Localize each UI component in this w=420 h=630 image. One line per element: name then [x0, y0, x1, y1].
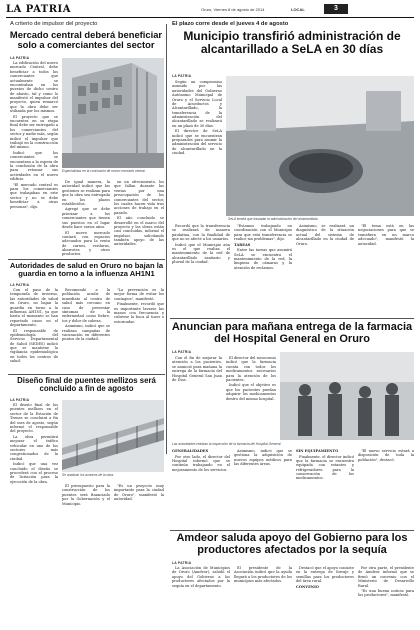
article-body	[10, 403, 58, 625]
photo-caption: SeLA tendrá que trasladar la administración del alcantarillado.	[228, 217, 319, 221]
subheading: SIN EQUIPAMIENTO	[296, 449, 339, 453]
bridge-illustration	[62, 400, 164, 472]
article-body	[296, 224, 354, 316]
section-divider	[170, 530, 414, 531]
pharmacy-illustration	[280, 352, 414, 440]
section-divider	[170, 318, 414, 319]
paragraph: Indicó que una vez concluido el diseño se procederá con el proceso de licitación para la ejecución de la obra.	[10, 462, 58, 484]
headline: Autoridades de salud en Oruro no bajan la guardia en torno a la influenza AH1N1	[9, 261, 164, 279]
article-body	[234, 224, 292, 316]
headline: Municipio transfirió administración de alcantarillado a SeLA en 30 días	[183, 29, 401, 56]
article-body	[10, 61, 58, 221]
article-body	[62, 484, 110, 625]
paragraph: "El mercado central es para los comerciantes que trabajaban en este sector y no se debe beneficiar a otras personas", dijo.	[10, 182, 58, 209]
paragraph: Indicó que el Municipio aún es el que realiza el mantenimiento de la red de alcantarillado sanitario y pluvial de la ciudad.	[172, 242, 230, 265]
article-body	[358, 566, 414, 626]
photo-caption: Especialistas en la conclusión de nuevo mercado central.	[62, 169, 146, 173]
article-body	[114, 484, 164, 625]
photo-caption: Se analizan los avances de la obra.	[62, 473, 115, 477]
article-body	[172, 449, 230, 529]
subheading: CONVENIO	[296, 584, 319, 589]
section-divider	[8, 374, 165, 375]
headline: Anuncian para mañana entrega de la farmacia del Hospital General en Oruro	[171, 321, 413, 345]
paragraph: Asimismo, indicó que se gestiona la adquisición de nuevos equipos médicos para las diferentes áreas.	[234, 449, 292, 467]
paragraph: Finalmente, recordó que es importante lavarse las manos con frecuencia y cubrirse la boca al toser o estornudar.	[114, 302, 164, 324]
column-divider	[166, 24, 167, 454]
paragraph: El director de SeLA indicó que se encuentran preparados para asumir la administración del servicio de alcantarillado en la ciudad.	[172, 129, 222, 156]
bridge-photo	[62, 400, 164, 472]
paragraph: "Estamos trabajando en coordinación con el Municipio para que esta transferencia se realice sin problemas", dijo.	[234, 224, 292, 242]
kicker: El plazo corre desde el jueves 4 de agosto	[172, 21, 289, 27]
page-number: 3	[324, 4, 348, 14]
paragraph: "Es una buena noticia para los productores", manifestó.	[358, 589, 414, 598]
paragraph: "La prevención es la mejor forma de evitar los contagios", manifestó.	[114, 288, 164, 301]
byline-tag: LA PATRIA	[10, 283, 30, 287]
byline-tag: LA PATRIA	[10, 398, 30, 402]
paragraph: Agregó que se debe priorizar a los comerciantes que tienen sus puestos en el lugar desde hace varios años.	[62, 207, 110, 229]
paragraph: La Asociación de Municipios de Oruro (Amdeor), saludó el apoyo del Gobierno a los productores afectados por la sequía en el departamento.	[172, 566, 230, 588]
paragraph: La obra permitirá mejorar el tráfico vehicular en uno de los sectores más congestionados de la ciudad.	[10, 434, 58, 461]
headline: Diseño final de puentes mellizos será concluido a fin de agosto	[17, 376, 156, 394]
paragraph: La edificación del nuevo mercado Central, debe beneficiar a todos los comerciantes que actualmente se encontraban en los puestos de dicho centro de abasto, tal y como lo manifestó el impulsor del proyecto, quien remarcó que la obra debe ser utilizada por los mismos.	[10, 61, 58, 114]
article-body	[358, 224, 414, 316]
kicker: A criterio de impulsor del proyecto	[10, 21, 98, 27]
paragraph: El presupuesto para la construcción de los puentes será financiado por la Gobernación y el Municipio.	[62, 484, 110, 506]
article-body	[62, 288, 110, 372]
paragraph: en un ofrecimiento, los que fallan durante las ventas por una preocupación de los comerciantes del sector, los cuales hacen vida tras acciones de trabajo en el pasado.	[114, 180, 164, 215]
paragraph: Indicó que el objetivo es que los pacientes puedan adquirir los medicamentos dentro del mismo hospital.	[226, 383, 276, 401]
byline-tag: LA PATRIA	[172, 350, 192, 354]
article-body	[358, 449, 414, 529]
paragraph: Según un compromiso asumido por las autoridades del Gobierno Autónomo Municipal de Oruro y el Servicio Local de Acueductos y Alcantarillado, la transferencia de la administración del alcantarillado se realizará en un plazo de 30 días.	[172, 80, 222, 128]
article-body	[172, 224, 230, 316]
subheading: TAREAS	[234, 242, 251, 247]
paragraph: "El tema está en las negociaciones para que se transfiera en un marco adecuado", manifestó la autoridad.	[358, 224, 414, 246]
article-body	[234, 449, 292, 529]
paragraph: Entre las tareas que asumirá SeLA se encuentra el mantenimiento de la red, la limpieza de cámaras y la atención de reclamos.	[234, 248, 292, 270]
paragraph: Destacó que el apoyo consiste en la entrega de forraje y semillas para los productores del área rural.	[296, 566, 354, 584]
sewer-illustration	[226, 76, 414, 216]
byline-tag: LA PATRIA	[10, 56, 30, 60]
paragraph: El presidente de la Asociación indicó que la ayuda llegará a los productores de los municipios más afectados.	[234, 566, 292, 584]
sewer-photo	[226, 76, 414, 216]
paragraph: "El nuevo servicio estará a disposición de toda la población", destacó.	[358, 449, 414, 462]
photo-caption: Las autoridades realizan la inspección de la farmacia del Hospital General.	[172, 442, 282, 446]
paragraph: Por otra parte, el presidente de Amdeor informó que se firmó un convenio con el Ministerio de Desarrollo Rural.	[358, 566, 414, 588]
subheading: GENERALIDADES	[172, 449, 209, 453]
paragraph: De igual manera, la autoridad indicó que las gestiones se realizan para que la obra sea entregada en los plazos establecidos.	[62, 180, 110, 206]
headline: Amdeor saluda apoyo del Gobierno para los productores afectados por la sequía	[176, 532, 408, 556]
byline-tag: LA PATRIA	[172, 74, 192, 78]
paragraph: Con el paso de la temporada de invierno, las autoridades de salud en Oruro, no bajan la guardia en torno a la influenza AH1N1, ya que hasta el momento se han reportado casos en el departamento.	[10, 288, 58, 327]
paragraph: El diseño final de los puentes mellizos en el sector de la Estación de Trenes se concluirá a fin del mes de agosto, según informó el responsable del proyecto.	[10, 403, 58, 434]
article-body	[114, 288, 164, 372]
article-body	[296, 449, 354, 529]
paragraph: Por otro lado, el director del Hospital informó que se continúa trabajando en el mejoramiento de los servicios.	[172, 454, 230, 472]
article-body	[62, 180, 110, 258]
paragraph: El responsable de epidemiología del Servicio Departamental de Salud (SEDES) indicó que se mantiene la vigilancia epidemiológica en todos los centros de salud.	[10, 328, 58, 364]
newspaper-logo: LA PATRIA	[6, 4, 71, 15]
paragraph: Asimismo, indicó que se realizan campañas de vacunación en diferentes puntos de la ciudad.	[62, 324, 110, 342]
paragraph: El director del nosocomio indicó que la farmacia cuenta con todos los medicamentos necesarios para la atención de los pacientes.	[226, 356, 276, 382]
headline: Mercado central deberá beneficiar solo a comerciantes del sector	[9, 29, 163, 51]
pharmacy-photo	[280, 352, 414, 440]
paragraph: Indicó que los comerciantes se encuentran a la espera de la conclusión de la obra para retomar sus actividades en el nuevo edificio.	[10, 150, 58, 182]
paragraph: Asimismo, se realizará un diagnóstico de la situación actual del sistema de alcantarillado en la ciudad de Oruro.	[296, 224, 354, 246]
paragraph: Finalmente, el director indicó que la farmacia se encuentra equipada con estantes y refrigeradores para la conservación de los medicamentos.	[296, 454, 354, 481]
issue-date: Oruro, Viernes 8 de agosto de 2014	[201, 7, 265, 12]
article-body	[172, 356, 222, 442]
paragraph: El nuevo mercado contará con espacios adecuados para la venta de carnes, verduras, abarrotes y otros productos.	[62, 230, 110, 257]
paragraph: "Es un proyecto muy importante para la ciudad de Oruro", manifestó la autoridad.	[114, 484, 164, 502]
section-divider	[8, 259, 165, 260]
building-illustration	[62, 58, 164, 168]
section-label: LOCAL	[291, 7, 305, 12]
masthead	[6, 4, 414, 18]
market-photo	[62, 58, 164, 168]
article-body	[114, 180, 164, 258]
article-body	[226, 356, 276, 442]
paragraph: Con el fin de mejorar la atención a los pacientes, se anunció para mañana la entrega de la farmacia del Hospital General San Juan de Dios.	[172, 356, 222, 382]
article-body	[296, 566, 354, 626]
article-body	[172, 80, 222, 218]
paragraph: Recomendó a la población acudir de inmediato al centro de salud más cercano en caso de presentar síntomas de la enfermedad como fiebre, tos y dolor de cabeza.	[62, 288, 110, 323]
byline-tag: LA PATRIA	[172, 561, 192, 565]
article-body	[234, 566, 292, 626]
article-body	[172, 566, 230, 626]
paragraph: El año concluido se desarrolló en el marco del proyecto y las obras están casi concluidas, informó el impulsor, solicitando también apoyo de las autoridades.	[114, 216, 164, 247]
paragraph: Recordó que la transferencia se realizará de manera paulatina, con la finalidad de que no se afecte a los usuarios.	[172, 224, 230, 242]
article-body	[10, 288, 58, 372]
paragraph: El proyecto que se encuentra en su etapa final debe ser entregado a los comerciantes del sector y nadie más, según indicó el impulsor que trabajó en la construcción del mismo.	[10, 114, 58, 150]
